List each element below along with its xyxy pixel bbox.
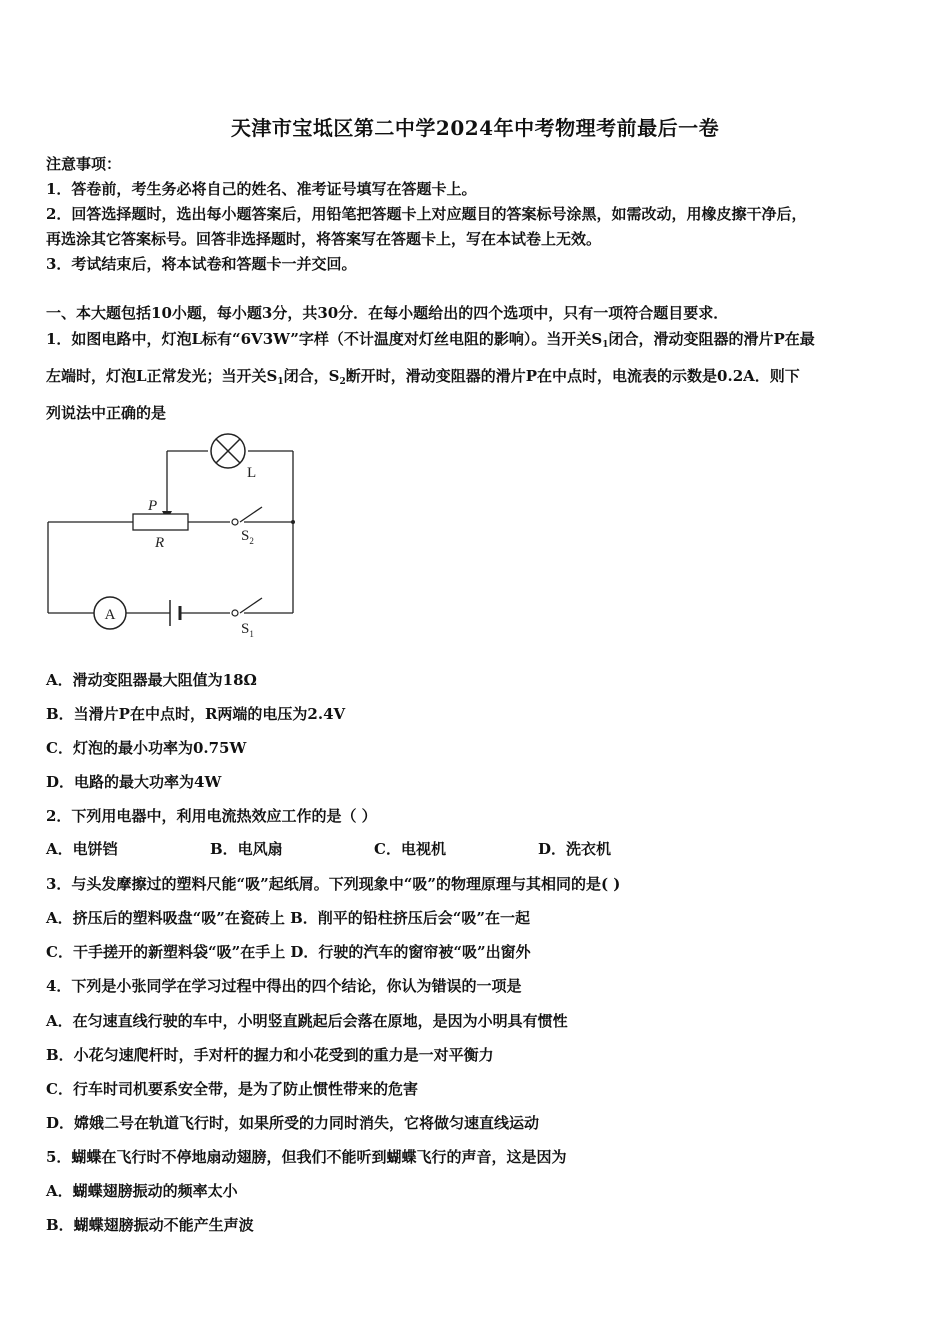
question-4-stem: 4．下列是小张同学在学习过程中得出的四个结论，你认为错误的一项是 [46,977,522,995]
question-1-line-3: 列说法中正确的是 [46,404,167,422]
notice-item: 再选涂其它答案标号。回答非选择题时，将答案写在答题卡上，写在本试卷上无效。 [46,230,602,248]
question-1-option-b: B．当滑片P在中点时，R两端的电压为2.4V [46,705,346,723]
slider-label: P [148,498,158,514]
notice-item: 1．答卷前，考生务必将自己的姓名、准考证号填写在答题卡上。 [46,180,477,198]
question-2-option-c: C．电视机 [374,840,446,858]
junction-dot-icon [291,520,295,524]
question-4-option-d: D．嫦娥二号在轨道飞行时，如果所受的力同时消失，它将做匀速直线运动 [46,1114,540,1132]
question-2-stem: 2．下列用电器中，利用电流热效应工作的是（ ） [46,807,377,825]
switch-s1-contact-icon [232,610,238,616]
resistor-icon [133,514,188,530]
question-1-option-a: A．滑动变阻器最大阻值为18Ω [46,671,257,689]
question-1-line-1: 1．如图电路中，灯泡L标有“6V3W”字样（不计温度对灯丝电阻的影响）。当开关$S_1$闭合，滑动变阻器的滑片P在最 [46,330,815,350]
question-1-option-d: D．电路的最大功率为4W [46,773,222,791]
question-2-option-a: A．电饼铛 [46,840,118,858]
resistor-label: R [155,535,165,551]
question-2-options [46,838,646,859]
question-4-option-c: C．行车时司机要系安全带，是为了防止惯性带来的危害 [46,1080,418,1098]
question-3-stem: 3．与头发摩擦过的塑料尺能“吸”起纸屑。下列现象中“吸”的物理原理与其相同的是( ) [46,875,621,893]
switch-s2-label: $S_2$ [241,528,254,546]
lamp-icon [211,434,245,468]
question-2-option-d: D．洗衣机 [538,840,612,858]
notice-heading: 注意事项： [46,155,122,173]
page-title: 天津市宝坻区第二中学2024年中考物理考前最后一卷 [230,116,720,140]
question-1-line-2: 左端时，灯泡L正常发光；当开关$S_1$闭合，$S_2$断开时，滑动变阻器的滑片P在中点时，电流表的示数是0.2A．则下 [46,367,800,387]
switch-s2-contact-icon [232,519,238,525]
notice-item: 3．考试结束后，将本试卷和答题卡一并交回。 [46,255,357,273]
question-1-option-c: C．灯泡的最小功率为0.75W [46,739,247,757]
ammeter-icon [94,597,126,629]
section-heading: 一、本大题包括10小题，每小题3分，共30分．在每小题给出的四个选项中，只有一项符合题目要求． [46,304,729,322]
svg-text:A: A [104,607,116,623]
notice-item: 2．回答选择题时，选出每小题答案后，用铅笔把答题卡上对应题目的答案标号涂黑，如需改动，用橡皮擦干净后， [46,205,807,223]
question-3-options-ab: A．挤压后的塑料吸盘“吸”在瓷砖上 B．削平的铅柱挤压后会“吸”在一起 [46,909,531,927]
question-3-options-cd: C．干手搓开的新塑料袋“吸”在手上 D．行驶的汽车的窗帘被“吸”出窗外 [46,943,531,961]
question-4-option-b: B．小花匀速爬杆时，手对杆的握力和小花受到的重力是一对平衡力 [46,1046,494,1064]
question-2-option-b: B．电风扇 [210,840,283,858]
question-5-option-a: A．蝴蝶翅膀振动的频率太小 [46,1182,238,1200]
lamp-label: L [247,465,257,481]
question-5-option-b: B．蝴蝶翅膀振动不能产生声波 [46,1216,254,1234]
circuit-diagram [40,430,310,645]
battery-icon [170,600,180,626]
question-4-option-a: A．在匀速直线行驶的车中，小明竖直跳起后会落在原地，是因为小明具有惯性 [46,1012,568,1030]
switch-s1-label: $S_1$ [241,621,254,639]
question-5-stem: 5．蝴蝶在飞行时不停地扇动翅膀，但我们不能听到蝴蝶飞行的声音，这是因为 [46,1148,567,1166]
